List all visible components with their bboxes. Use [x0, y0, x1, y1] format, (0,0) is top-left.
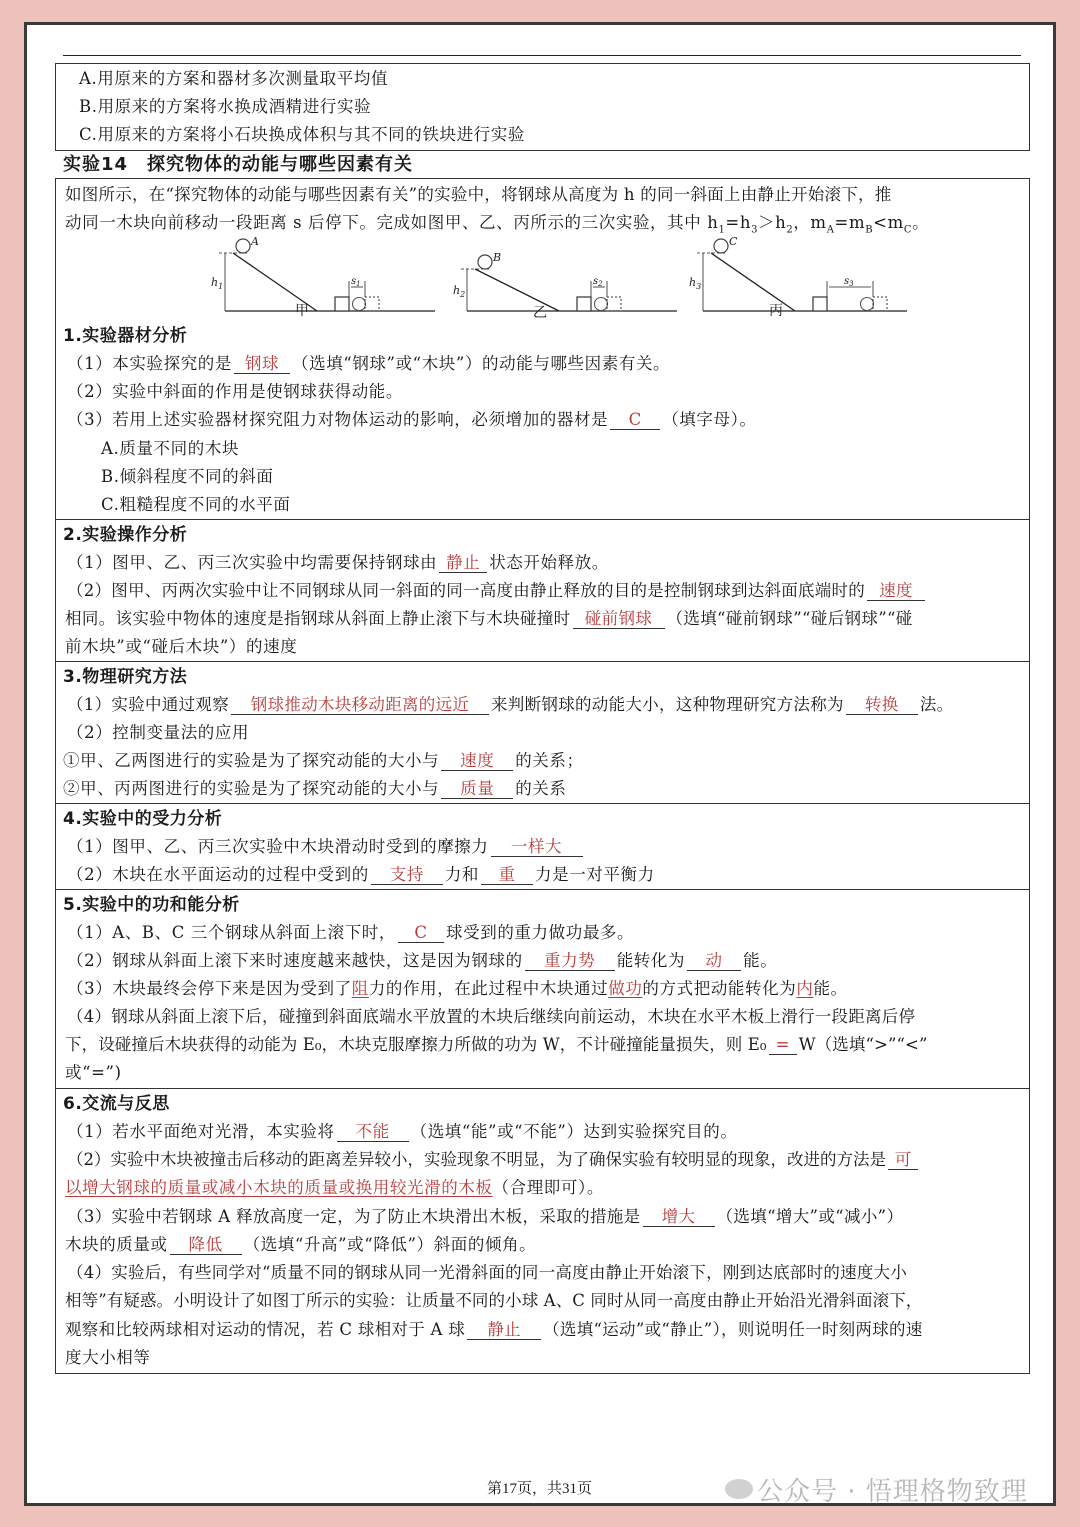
section-6-title: 6.交流与反思	[63, 1094, 170, 1114]
s2-q2-answer-2: 碰前钢球	[573, 610, 665, 629]
wechat-icon	[725, 1479, 753, 1499]
s6-q3-line1: （3）实验中若钢球 A 释放高度一定，为了防止木块滑出木板，采取的措施是 增大 （选填“增大”或“减小”）	[67, 1207, 904, 1226]
s6-q4-line3: 观察和比较两球相对运动的情况，若 C 球相对于 A 球 静止 （选填“运动”或“静止”），则说明任一时刻两球的速	[65, 1320, 923, 1339]
divider-2	[55, 661, 1030, 662]
divider-4	[55, 889, 1030, 890]
s6-q3-answer-2: 降低	[170, 1236, 242, 1255]
s2-q2-line2: 相同。该实验中物体的速度是指钢球从斜面上静止滚下与木块碰撞时 碰前钢球 （选填“碰前钢球”“碰后钢球”“碰	[65, 609, 913, 628]
svg-text:C: C	[729, 235, 738, 248]
s1-option-c: C.粗糙程度不同的水平面	[101, 495, 291, 514]
s1-q1: （1）本实验探究的是 钢球 （选填“钢球”或“木块”）的动能与哪些因素有关。	[67, 354, 671, 373]
section-5-title: 5.实验中的功和能分析	[63, 895, 240, 915]
section-1-title: 1.实验器材分析	[63, 326, 188, 346]
s6-q2-answer-b: 以增大钢球的质量或减小木块的质量或换用较光滑的木板	[65, 1178, 493, 1197]
s5-q4-answer: =	[769, 1036, 797, 1055]
s5-q4-line1: （4）钢球从斜面上滚下后，碰撞到斜面底端水平放置的木块后继续向前运动，木块在水平木板上滑行一段距离后停	[67, 1007, 916, 1026]
s1-q3-answer: C	[610, 411, 660, 430]
figure-label-bing: 丙	[769, 303, 784, 319]
svg-text:s1: $s_1$	[351, 276, 361, 288]
s5-q2-answer: 重力势	[525, 952, 615, 971]
intro-line-2: 动同一木块向前移动一段距离 s 后停下。完成如图甲、乙、丙所示的三次实验，其中 $h_1=h_3>h_2$，$m_A=m_B<m_C$。	[65, 213, 930, 236]
page-sheet	[24, 22, 1056, 1506]
s6-q2-line2: 以增大钢球的质量或减小木块的质量或换用较光滑的木板（合理即可）。	[65, 1178, 604, 1197]
s3-q2: （2）控制变量法的应用	[67, 723, 250, 742]
s1-q1-answer: 钢球	[234, 355, 290, 374]
s5-q3-answer: 阻	[351, 979, 369, 998]
prev-option-b: B.用原来的方案将水换成酒精进行实验	[79, 97, 372, 116]
s6-q4-line1: （4）实验后，有些同学对“质量不同的钢球从同一光滑斜面的同一高度由静止开始滚下，刚到达底部时的速度大小	[67, 1263, 908, 1282]
divider-1	[55, 519, 1030, 520]
s5-q4-line2: 下，设碰撞后木块获得的动能为 E₀，木块克服摩擦力所做的功为 W，不计碰撞能量损失，则 E₀ = W（选填“>”“<”	[65, 1035, 928, 1054]
section-4-title: 4.实验中的受力分析	[63, 809, 223, 829]
svg-text:B: B	[493, 251, 502, 264]
s4-q1: （1）图甲、乙、丙三次实验中木块滑动时受到的摩擦力 一样大	[67, 837, 585, 857]
intro-line-1: 如图所示，在“探究物体的动能与哪些因素有关”的实验中，将钢球从高度为 h 的同一斜面上由静止开始滚下，推	[65, 185, 892, 204]
s1-q2: （2）实验中斜面的作用是使钢球获得动能。	[67, 382, 403, 401]
incline-diagram-1	[211, 235, 435, 311]
s6-q2-line1: （2）实验中木块被撞击后移动的距离差异较小，实验现象不明显，为了确保实验有较明显的现象，改进的方法是 可	[67, 1150, 920, 1170]
s1-option-a: A.质量不同的木块	[101, 439, 240, 458]
s6-q1-answer: 不能	[337, 1123, 409, 1142]
s6-q4-line2: 相等”有疑惑。小明设计了如图丁所示的实验：让质量不同的小球 A、C 同时从同一高度由静止开始沿光滑斜面滚下，	[65, 1291, 923, 1310]
s3-c1-answer: 速度	[441, 752, 513, 771]
s2-q1-answer: 静止	[439, 554, 487, 573]
figure-label-yi: 乙	[533, 305, 548, 321]
s5-q2-answer-2: 动	[687, 952, 741, 971]
svg-text:s3: $s_3$	[844, 276, 854, 288]
divider-5	[55, 1088, 1030, 1089]
section-2-title: 2.实验操作分析	[63, 525, 188, 545]
s6-q3-answer: 增大	[643, 1208, 715, 1227]
s1-option-b: B.倾斜程度不同的斜面	[101, 467, 274, 486]
s6-q3-line2: 木块的质量或 降低 （选填“升高”或“降低”）斜面的倾角。	[65, 1235, 537, 1254]
s2-q2-answer: 速度	[867, 582, 925, 601]
s5-q3-answer-2: 做功	[608, 979, 643, 998]
svg-text:A: A	[251, 235, 259, 248]
s2-q2-line1: （2）图甲、丙两次实验中让不同钢球从同一斜面的同一高度由静止释放的目的是控制钢球到达斜面底端时的 速度	[67, 581, 927, 601]
s5-q1-answer: C	[398, 924, 444, 943]
s2-q2-line3: 前木块”或“碰后木块”）的速度	[65, 637, 298, 656]
s3-q1-answer-2: 转换	[846, 696, 918, 715]
s3-c1: ①甲、乙两图进行的实验是为了探究动能的大小与 速度 的关系；	[63, 751, 584, 770]
s5-q2: （2）钢球从斜面上滚下来时速度越来越快，这是因为钢球的 重力势 能转化为 动 能。	[67, 951, 778, 970]
s6-q2-answer-a: 可	[888, 1151, 918, 1170]
s3-q1: （1）实验中通过观察 钢球推动木块移动距离的远近 来判断钢球的动能大小，这种物理研究方法称为 转换 法。	[67, 695, 954, 714]
prev-option-c: C.用原来的方案将小石块换成体积与其不同的铁块进行实验	[79, 125, 525, 144]
section-3-title: 3.物理研究方法	[63, 667, 188, 687]
experiment-title: 实验14 探究物体的动能与哪些因素有关	[63, 154, 414, 175]
incline-diagram-2	[453, 251, 677, 311]
prev-option-a: A.用原来的方案和器材多次测量取平均值	[79, 69, 389, 88]
header-rule	[63, 55, 1021, 56]
s4-q1-answer: 一样大	[491, 838, 583, 857]
s5-q3-answer-3: 内	[796, 979, 814, 998]
s3-c2: ②甲、丙两图进行的实验是为了探究动能的大小与 质量 的关系	[63, 779, 567, 798]
page-number: 第17页，共31页	[487, 1481, 593, 1497]
s5-q4-line3: 或“=”)	[65, 1063, 122, 1082]
s5-q1: （1）A、B、C 三个钢球从斜面上滚下时， C 球受到的重力做功最多。	[67, 923, 635, 942]
figure-label-jia: 甲	[295, 303, 310, 319]
svg-text:h1: $h_1$	[211, 276, 224, 291]
s4-q2-answer: 支持	[371, 866, 443, 885]
incline-diagram-3	[689, 235, 907, 311]
s3-c2-answer: 质量	[441, 780, 513, 799]
s5-q3: （3）木块最终会停下来是因为受到了阻力的作用，在此过程中木块通过做功的方式把动能转化为内能。	[67, 979, 848, 998]
divider-3	[55, 803, 1030, 804]
s6-q4-answer: 静止	[467, 1321, 541, 1340]
svg-text:h2: $h_2$	[453, 284, 466, 299]
svg-text:h3: $h_3$	[689, 276, 702, 291]
watermark: 公众号 · 悟理格物致理	[757, 1477, 1028, 1507]
s3-q1-answer: 钢球推动木块移动距离的远近	[231, 696, 489, 715]
s4-q2-answer-2: 重	[481, 866, 533, 885]
s6-q4-line4: 度大小相等	[65, 1348, 151, 1367]
svg-text:s2: $s_2$	[593, 276, 603, 288]
s6-q1: （1）若水平面绝对光滑，本实验将 不能 （选填“能”或“不能”）达到实验探究目的。	[67, 1122, 738, 1141]
s2-q1: （1）图甲、乙、丙三次实验中均需要保持钢球由 静止 状态开始释放。	[67, 553, 609, 572]
s1-q3: （3）若用上述实验器材探究阻力对物体运动的影响，必须增加的器材是 C （填字母）。	[67, 410, 757, 429]
s4-q2: （2）木块在水平面运动的过程中受到的 支持 力和 重 力是一对平衡力	[67, 865, 655, 884]
